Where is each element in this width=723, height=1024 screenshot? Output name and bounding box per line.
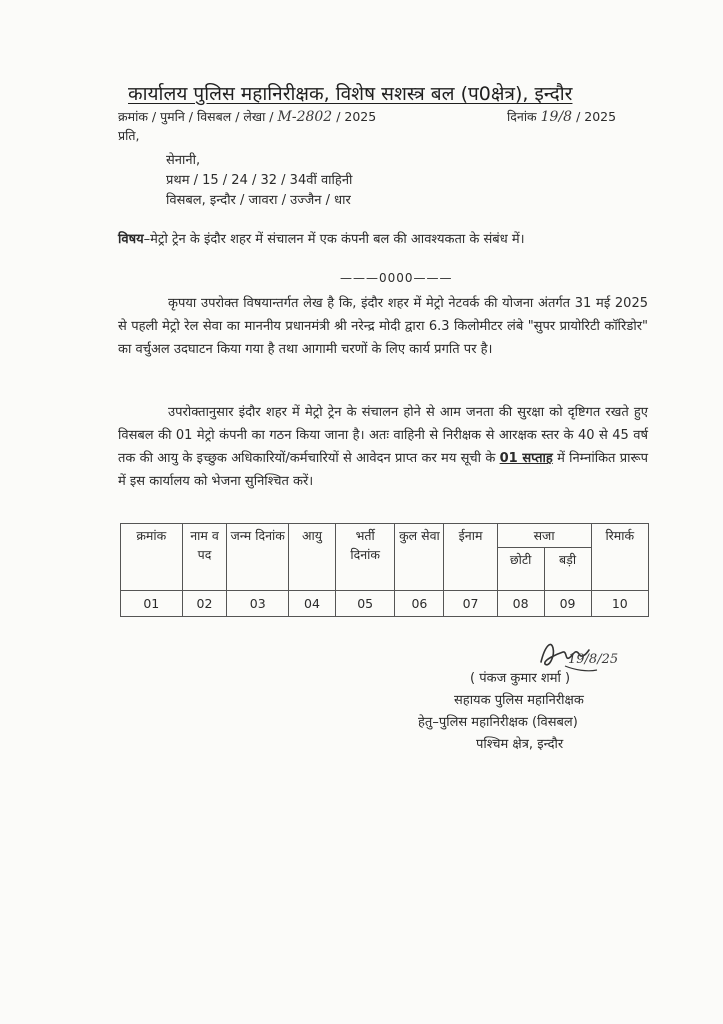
subject-label: विषय <box>118 232 144 247</box>
header-reward: ईनाम <box>444 524 497 591</box>
date-value: 19/8 <box>540 109 573 125</box>
table-cell: 05 <box>335 591 394 617</box>
reference-year: / 2025 <box>336 109 377 124</box>
recipient-line: प्रथम / 15 / 24 / 32 / 34वीं वाहिनी <box>166 173 353 188</box>
table-cell: 06 <box>395 591 444 617</box>
header-dob: जन्म दिनांक <box>227 524 289 591</box>
header-punishment: सजा <box>497 524 591 548</box>
header-service: कुल सेवा <box>395 524 444 591</box>
date-label: दिनांक <box>507 109 537 124</box>
office-header: कार्यालय पुलिस महानिरीक्षक, विशेष सशस्त्र बल (प0क्षेत्र), इन्दौर <box>128 83 573 105</box>
table-cell: 10 <box>591 591 648 617</box>
table-cell: 07 <box>444 591 497 617</box>
reference-line <box>118 108 376 125</box>
table-cell: 09 <box>544 591 591 617</box>
signatory-designation: सहायक पुलिस महानिरीक्षक <box>454 693 584 708</box>
signature-date: 19/8/25 <box>568 652 619 667</box>
table-cell: 02 <box>182 591 227 617</box>
paragraph-2-text: उपरोक्तानुसार इंदौर शहर में मेट्रो ट्रेन के संचालन होने से आम जनता की सुरक्षा को दृष्टिगत रखते हुए विसबल की 01 मेट्रो कंपनी का गठन किया जाना है। अतः वाहिनी से निरीक्षक से आरक्षक स्तर के 40 से 45 वर्ष तक की आयु के इच्छुक अधिकारियों/कर्मचारियों से आवेदन प्राप्त कर मय सूची के <box>118 405 648 466</box>
paragraph-2-end: में निम्नांकित प्रारूप में इस कार्यालय को भेजना सुनिश्चित करें। <box>118 451 648 489</box>
recipient-line: सेनानी, <box>166 153 201 168</box>
header-remark: रिमार्क <box>591 524 648 591</box>
header-minor: छोटी <box>497 548 544 591</box>
header-age: आयु <box>288 524 335 591</box>
signatory-name: ( पंकज कुमार शर्मा ) <box>470 671 571 686</box>
reference-number: M-2802 <box>277 109 333 125</box>
header-name: नाम व पद <box>182 524 227 591</box>
separator: ———0000——— <box>340 271 453 285</box>
header-serial: क्रमांक <box>121 524 183 591</box>
reference-prefix: क्रमांक / पुमनि / विसबल / लेखा / <box>118 109 274 124</box>
paragraph-1: कृपया उपरोक्त विषयान्तर्गत लेख है कि, इंदौर शहर में मेट्रो नेटवर्क की योजना अंतर्गत 31 मई 2025 से पहली मेट्रो रेल सेवा का माननीय प्रधानमंत्री श्री नरेन्द्र मोदी द्वारा 6.3 किलोमीटर लंबे "सुपर प्रायोरिटी कॉरिडोर" का वर्चुअल उदघाटन किया गया है तथा आगामी चरणों के लिए कार्य प्रगति पर है। <box>118 296 648 357</box>
table-cell: 03 <box>227 591 289 617</box>
recipient-line: विसबल, इन्दौर / जावरा / उज्जैन / धार <box>166 193 351 208</box>
header-joining: भर्ती दिनांक <box>335 524 394 591</box>
date-year: / 2025 <box>576 109 617 124</box>
subject <box>118 229 646 250</box>
header-major: बड़ी <box>544 548 591 591</box>
signatory-region: पश्चिम क्षेत्र, इन्दौर <box>476 737 564 752</box>
to-label: प्रति, <box>118 128 140 143</box>
subject-text: –मेट्रो ट्रेन के इंदौर शहर में संचालन में एक कंपनी बल की आवश्यकता के संबंध में। <box>143 232 525 247</box>
deadline-text: 01 सप्ताह <box>499 451 553 466</box>
date-line <box>507 108 616 125</box>
table-cell: 08 <box>497 591 544 617</box>
table-cell: 01 <box>121 591 183 617</box>
format-table <box>120 523 649 617</box>
signatory-for: हेतु–पुलिस महानिरीक्षक (विसबल) <box>418 715 578 730</box>
paragraph-2 <box>118 401 648 493</box>
table-cell: 04 <box>288 591 335 617</box>
